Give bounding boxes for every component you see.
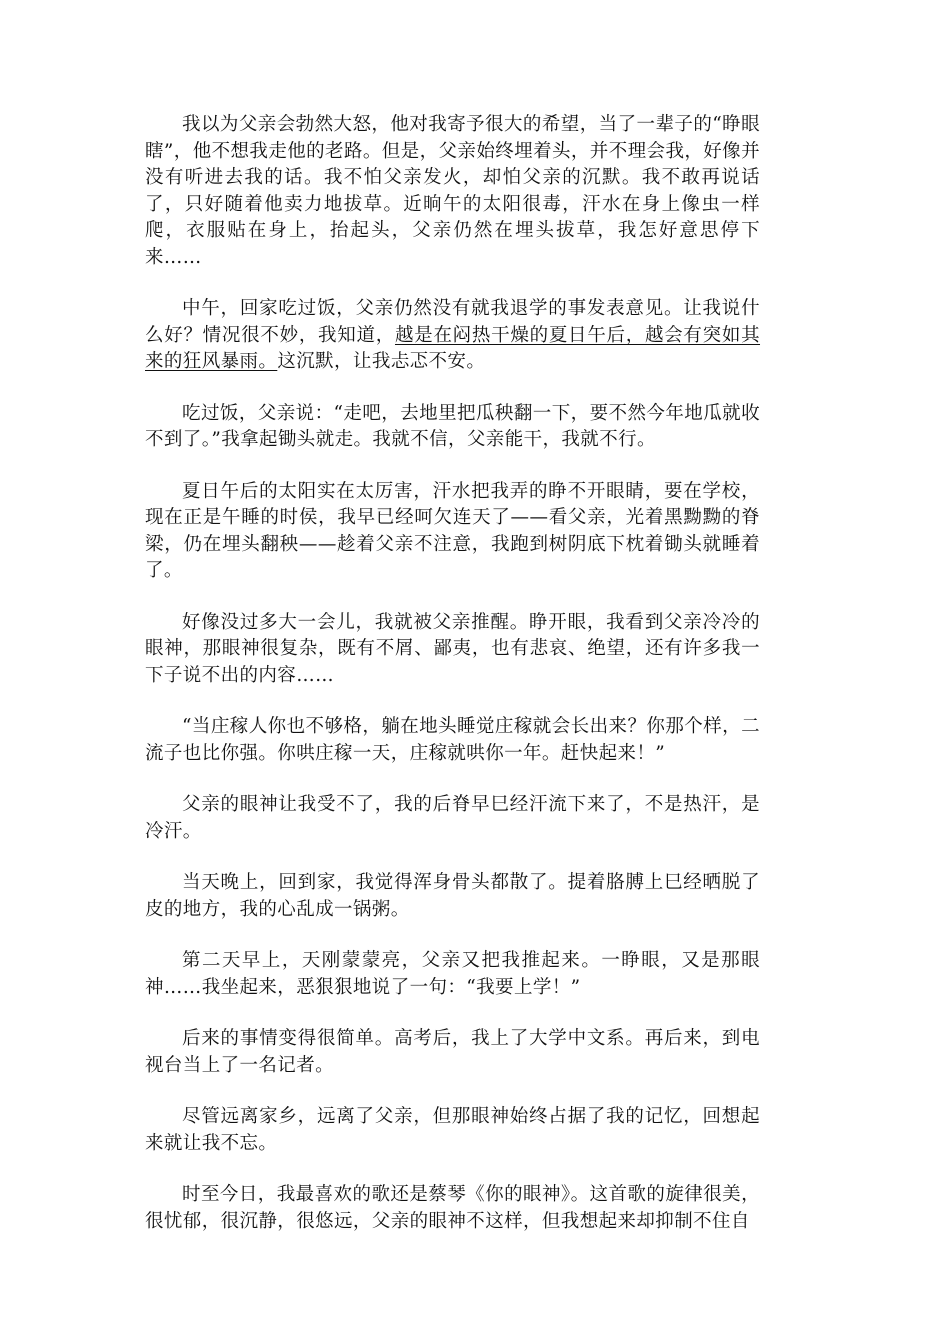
paragraph-5: 好像没过多大一会儿，我就被父亲推醒。睁开眼，我看到父亲冷冷的眼神，那眼神很复杂，既有不屑、鄙夷，也有悲哀、绝望，还有许多我一下子说不出的内容…… [145,611,760,686]
paragraph-12: 时至今日，我最喜欢的歌还是蔡琴《你的眼神》。这首歌的旋律很美，很忧郁，很沉静，很悠远，父亲的眼神不这样，但我想起来却抑制不住自 [145,1184,760,1232]
paragraph-8: 当天晚上，回到家，我觉得浑身骨头都散了。提着胳膊上巳经晒脱了皮的地方，我的心乱成一锅粥。 [145,872,760,920]
paragraph-9: 第二天早上，天刚蒙蒙亮，父亲又把我推起来。一睁眼，又是那眼神……我坐起来，恶狠狠地说了一句：“我要上学！” [145,950,760,998]
paragraph-2-tail: 这沉默，让我忐忑不安。 [277,351,486,372]
underlined-sentence: 越是在闷热干燥的夏日午后，越会有突如其来的狂风暴雨。 [145,324,761,372]
paragraph-1: 我以为父亲会勃然大怒，他对我寄予很大的希望，当了一辈子的“睁眼瞎”，他不想我走他的老路。但是，父亲始终埋着头，并不理会我，好像并没有听进去我的话。我不怕父亲发火，却怕父亲的沉默。我不敢再说话了，只好随着他卖力地拔草。近晌午的太阳很毒，汗水在身上像虫一样爬，衣服贴在身上，抬起头，父亲仍然在埋头拔草，我怎好意思停下来…… [145,114,760,268]
paragraph-11: 尽管远离家乡，远离了父亲，但那眼神始终占据了我的记忆，回想起来就让我不忘。 [145,1106,760,1154]
paragraph-2 [145,296,760,376]
paragraph-10: 后来的事情变得很简单。高考后，我上了大学中文系。再后来，到电视台当上了一名记者。 [145,1028,760,1076]
paragraph-4: 夏日午后的太阳实在太厉害，汗水把我弄的睁不开眼睛，要在学校，现在正是午睡的时侯，我早已经呵欠连天了——看父亲，光着黑黝黝的脊梁，仍在埋头翻秧——趁着父亲不注意，我跑到树阴底下枕着锄头就睡着了。 [145,480,760,581]
paragraph-2-lead: 中午，回家吃过饭，父亲仍然没有就我退学的事发表意见。让我说什么好？情况很不妙，我知道， [145,298,760,346]
paragraph-7: 父亲的眼神让我受不了，我的后脊早巳经汗流下来了，不是热汗，是冷汗。 [145,794,760,842]
document-page [145,112,760,1260]
paragraph-6: “当庄稼人你也不够格，躺在地头睡觉庄稼就会长出来？你那个样，二流子也比你强。你哄庄稼一天，庄稼就哄你一年。赶快起来！” [145,716,760,764]
paragraph-3: 吃过饭，父亲说：“走吧，去地里把瓜秧翻一下，要不然今年地瓜就收不到了。”我拿起锄头就走。我就不信，父亲能干，我就不行。 [145,402,760,450]
